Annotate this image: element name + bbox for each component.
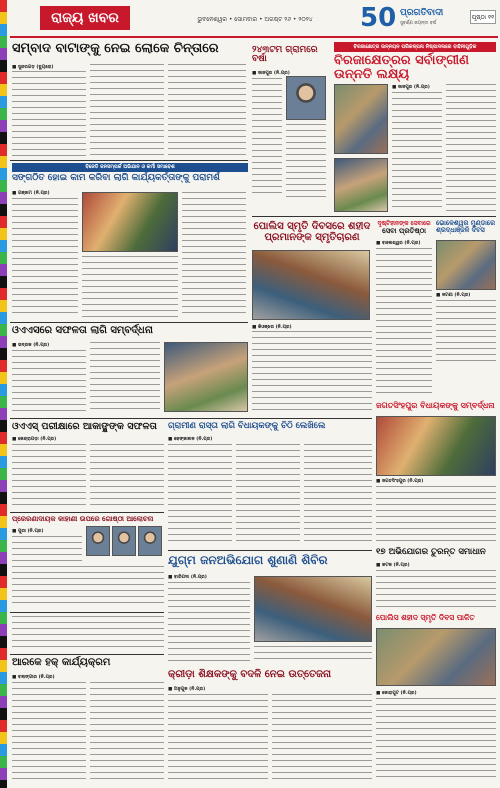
story-text-s11-col3: [304, 444, 372, 546]
byline-s17: ■ ବଲାଙ୍ଗୀର (ନି.ପ୍ର): [12, 675, 55, 680]
divider: [10, 654, 164, 655]
divider: [252, 216, 496, 217]
story-text-s4-col1: [12, 198, 78, 318]
divider: [10, 322, 248, 323]
section-title: ରାଜ୍ୟ ଖବର: [40, 6, 130, 30]
headline-s7: ଭୋଳେଶ୍ୱର ମୁଣ୍ଡାରେ ଶ୍ରଦ୍ଧାଞ୍ଜଳି ଦିବସ: [436, 219, 495, 234]
headline-s3: ବିରଜାକ୍ଷେତ୍ରର ସର୍ବାଙ୍ଗୀଣ ଉନ୍ନତି ଲକ୍ଷ୍ୟ: [334, 53, 469, 82]
story-text-s5: [252, 331, 372, 411]
portrait-photo-s13-b: [112, 526, 136, 556]
byline-s15: ■ କୋରାପୁଟ (ନି.ପ୍ର): [376, 691, 417, 696]
story-text-s12: [376, 570, 496, 610]
story-text-s3-col1: [392, 92, 442, 212]
byline-s1: ■ ସୁନ୍ଦରଗଡ଼ (ବ୍ୟୁରୋ): [12, 65, 54, 70]
story-text-s7: [436, 300, 496, 366]
byline-s6: ■ ବାଲେଶ୍ୱର (ନି.ପ୍ର): [376, 241, 421, 246]
kicker-s6: ଦୃଷ୍ଟିହୀନଙ୍କ ସେବାରେ: [377, 220, 431, 227]
anniversary-logo: 50: [360, 3, 397, 33]
print-registration-strip: [0, 0, 7, 788]
divider: [10, 512, 164, 513]
story-text-s11-col1: [168, 444, 232, 546]
story-text-misc: [12, 616, 164, 650]
story-text-s11-col2: [236, 444, 300, 546]
story-text-s17-col2: [90, 682, 164, 782]
story-text-s14: [168, 582, 250, 664]
story-text-s1-col3: [168, 64, 246, 157]
story-text-s4-col2: [182, 192, 246, 318]
portrait-photo-s2: [286, 76, 326, 120]
headline-s14: ଯୁଗ୍ମ ଜନଅଭିଯୋଗ ଶୁଣାଣି ଶିବିର: [168, 553, 328, 567]
headline-s12: ୧୭ ଅଭିଯୋଗର ତୁରନ୍ତ ସମାଧାନ: [376, 547, 486, 557]
story-text-s2b: [286, 124, 326, 198]
story-text-s10-col1: [12, 444, 86, 508]
byline-s3: ■ ଜାଜପୁର (ନି.ପ୍ର): [392, 85, 430, 90]
story-text-s6: [376, 248, 432, 398]
story-text-s1-col2: [90, 64, 164, 157]
kicker-s4: ବିଜେଡି ଜନସମ୍ପର୍କ ଅଭିଯାନ ଓ କର୍ମୀ ସମାବେଶ: [12, 163, 248, 172]
headline-s4: ସଙ୍ଗଠିତ ହୋଇ କାମ କରିବା ଲାଗି କାର୍ଯ୍ୟକର୍ତ୍ତାଙ୍କୁ ପରାମର୍ଶ: [12, 173, 220, 183]
story-text-s16-col1: [168, 694, 268, 782]
paper-tagline: ସୁବର୍ଣ୍ଣ ଜୟନ୍ତୀ ବର୍ଷ: [400, 21, 437, 26]
byline-s14: ■ ବାରିପଦା (ନି.ପ୍ର): [168, 575, 207, 580]
story-text-s8-col2: [90, 342, 160, 414]
byline-s5: ■ କିଓଞ୍ଝର (ନି.ପ୍ର): [252, 325, 292, 330]
headline-s8: ଓଏଏସରେ ସଫଳତା ଲାଗି ସମ୍ବର୍ଦ୍ଧନା: [12, 325, 153, 336]
byline-s8: ■ ଭଦ୍ରକ (ନି.ପ୍ର): [12, 343, 50, 348]
headline-s16: କ୍ରୀଡ଼ା ଶିକ୍ଷକଙ୍କୁ ବଦଳି ନେଇ ଉତ୍ତେଜନା: [168, 669, 332, 680]
divider: [168, 550, 372, 551]
byline-s12: ■ କଟକ (ନି.ପ୍ର): [376, 563, 410, 568]
byline-s16: ■ ଅନୁଗୁଳ (ନି.ପ୍ର): [168, 687, 206, 692]
photo-s4: [82, 192, 178, 252]
headline-s1: ସମ୍ବାଦ ବାଟାଙ୍କୁ ନେଇ ଲୋକେ ଚିନ୍ତାରେ: [12, 41, 219, 56]
date-line: ଭୁବନେଶ୍ୱର • ସୋମବାର • ଅଗଷ୍ଟ ୨୬ • ୨୦୨୪: [197, 16, 313, 23]
photo-s8: [164, 342, 248, 412]
photo-s3-a: [334, 84, 388, 154]
headline-s5: ପୋଲିସ ସ୍ମୃତି ଦିବସରେ ଶହୀଦ ପ୍ରମାନଙ୍କ ସ୍ମୃତିଚାରଣ: [253, 221, 371, 243]
byline-s9: ■ ଜଗତସିଂହପୁର (ନି.ପ୍ର): [376, 479, 424, 484]
masthead-rule: [10, 36, 498, 38]
photo-s5: [252, 250, 370, 320]
paper-name: ପ୍ରଗତିବାଦୀ: [400, 8, 444, 18]
photo-s7: [436, 240, 496, 290]
story-text-s9: [376, 486, 496, 544]
story-text-s2: [252, 78, 282, 198]
story-text-s13: [12, 536, 82, 564]
byline-s7: ■ ଜଟଣୀ (ନି.ପ୍ର): [436, 293, 471, 298]
kicker-s3: ବିରଜାକ୍ଷେତ୍ର ଉନ୍ନୟନ ପରିକଳ୍ପନା ନିଷ୍ପାଦନାରେ ବାହିନୀଗୁଡ଼ିକ: [334, 42, 496, 52]
page-number: ପୃଷ୍ଠା ୧୧: [470, 10, 496, 24]
divider: [10, 160, 248, 161]
byline-s13: ■ ପୁରୀ (ନି.ପ୍ର): [12, 529, 44, 534]
photo-s9: [376, 416, 496, 476]
byline-s10: ■ କେନ୍ଦ୍ରାପଡ଼ା (ନି.ପ୍ର): [12, 437, 57, 442]
divider: [10, 418, 372, 419]
byline-s4: ■ ଗଞ୍ଜାମ (ନି.ପ୍ର): [12, 191, 50, 196]
headline-s13: ପ୍ରେରଣାଦାୟକ କାହାଣୀ ଉପରେ ଗୋଷ୍ଠୀ ଆଲୋଚନା: [12, 515, 154, 523]
portrait-photo-s13-c: [138, 526, 162, 556]
headline-s17: ଆରକେ ହକ୍ କାର୍ଯ୍ୟକ୍ରମ: [12, 657, 111, 668]
headline-s15: ପୋଲିସ ଶହୀଦ ସ୍ମୃତି ଦିବସ ପାଳିତ: [376, 613, 475, 622]
byline-s11: ■ ଢେଙ୍କାନାଳ (ନି.ପ୍ର): [168, 437, 213, 442]
story-text-s13b: [12, 566, 164, 608]
story-text-s14b: [254, 646, 372, 664]
headline-s11: ଗ୍ରାମୀଣ ରାସ୍ତା ଲାଗି ବିଧାୟକଙ୍କୁ ଚିଠି ଲେଖିଲେ: [168, 421, 326, 431]
headline-s6: ସେବା ପ୍ରତିଷ୍ଠା: [382, 227, 426, 235]
story-text-s16-col2: [272, 694, 372, 782]
headline-s9: ଜଗତସିଂହପୁର ବିଧାୟକଙ୍କୁ ସମ୍ବର୍ଦ୍ଧନା: [376, 401, 495, 410]
headline-s10: ଓଏଏସ୍ ପରୀକ୍ଷାରେ ଆକାଙ୍କ୍ଷଙ୍କ ସଫଳତା: [12, 421, 157, 432]
story-text-s10-col2: [90, 444, 164, 508]
portrait-photo-s13-a: [86, 526, 110, 556]
byline-s2: ■ ଜାଜପୁର (ନି.ପ୍ର): [252, 71, 290, 76]
divider: [10, 612, 164, 613]
photo-s15: [376, 628, 496, 686]
photo-s14: [254, 576, 372, 642]
story-text-s3-col2: [446, 84, 496, 212]
story-text-s17-col1: [12, 682, 86, 782]
photo-s3-b: [334, 158, 388, 212]
story-text-s4-col3: [82, 256, 178, 318]
story-text-s15: [376, 698, 496, 782]
headline-s2: ୨୪୩ଟମ ଗ୍ରାମରେ ବର୍ଷା: [252, 45, 318, 65]
story-text-s1-col1: [12, 71, 86, 157]
story-text-s8-col1: [12, 350, 86, 414]
